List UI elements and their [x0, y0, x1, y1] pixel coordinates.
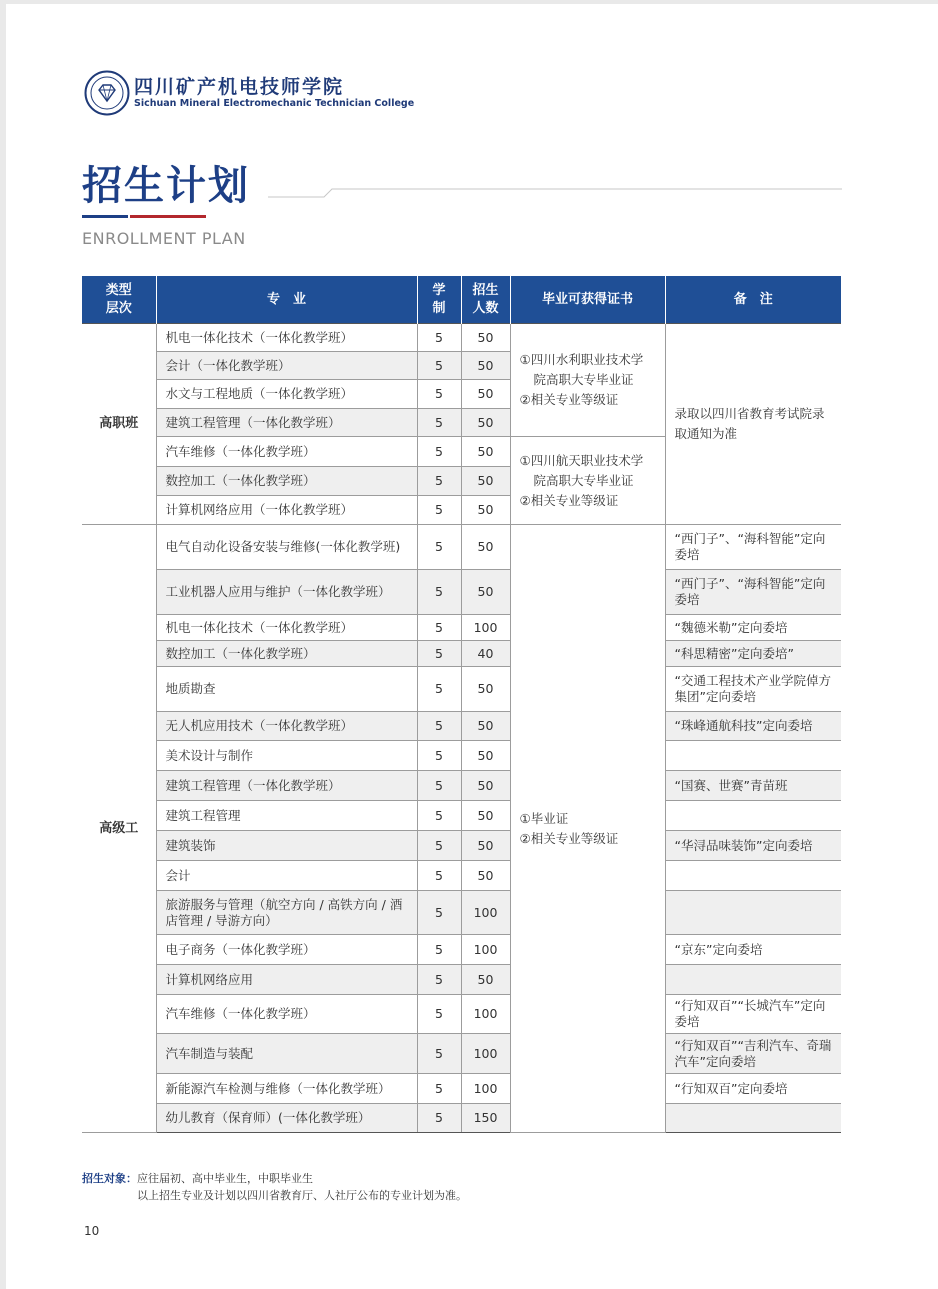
- remark-cell: [665, 741, 841, 771]
- major-cell: 机电一体化技术（一体化教学班）: [156, 615, 417, 641]
- major-cell: 建筑装饰: [156, 831, 417, 861]
- years-cell: 5: [417, 667, 461, 712]
- major-cell: 建筑工程管理: [156, 801, 417, 831]
- years-cell: 5: [417, 935, 461, 965]
- years-cell: 5: [417, 965, 461, 995]
- table-row: [82, 641, 841, 667]
- table-row: [82, 965, 841, 995]
- quota-cell: 50: [461, 771, 510, 801]
- years-cell: 5: [417, 1074, 461, 1104]
- table-row: [82, 831, 841, 861]
- years-cell: 5: [417, 570, 461, 615]
- page-edge-top: [0, 0, 938, 4]
- remark-cell: “西门子”、“海科智能”定向委培: [665, 525, 841, 570]
- quota-cell: 50: [461, 801, 510, 831]
- table-row: [82, 615, 841, 641]
- college-logo: [84, 68, 415, 116]
- years-cell: 5: [417, 352, 461, 380]
- page-number: 10: [84, 1224, 100, 1238]
- table-row: [82, 1034, 841, 1074]
- quota-cell: 50: [461, 496, 510, 525]
- quota-cell: 100: [461, 1034, 510, 1074]
- quota-cell: 50: [461, 467, 510, 496]
- years-cell: 5: [417, 741, 461, 771]
- enrollment-table: [82, 276, 841, 1133]
- major-cell: 汽车维修（一体化教学班）: [156, 995, 417, 1034]
- page-title: 招生计划: [82, 163, 250, 209]
- years-cell: 5: [417, 467, 461, 496]
- table-row: [82, 801, 841, 831]
- header-level: 类型层次: [82, 276, 156, 324]
- table-row: [82, 570, 841, 615]
- college-name-en: Sichuan Mineral Electromechanic Technician College: [134, 98, 415, 109]
- major-cell: 地质勘查: [156, 667, 417, 712]
- remark-cell: “行知双百”“吉利汽车、奇瑞汽车”定向委培: [665, 1034, 841, 1074]
- remark-cell: [665, 1104, 841, 1133]
- quota-cell: 50: [461, 380, 510, 409]
- years-cell: 5: [417, 861, 461, 891]
- table-header-row: [82, 276, 841, 324]
- quota-cell: 100: [461, 935, 510, 965]
- remark-cell: “京东”定向委培: [665, 935, 841, 965]
- quota-cell: 40: [461, 641, 510, 667]
- level-cell-gaozhi: 高职班: [82, 324, 156, 525]
- table-row: [82, 995, 841, 1034]
- quota-cell: 100: [461, 1074, 510, 1104]
- table-row: [82, 667, 841, 712]
- years-cell: 5: [417, 380, 461, 409]
- years-cell: 5: [417, 525, 461, 570]
- table-row: [82, 324, 841, 352]
- major-cell: 机电一体化技术（一体化教学班）: [156, 324, 417, 352]
- certificate-cell: ①四川水利职业技术学 院高职大专毕业证 ②相关专业等级证: [510, 324, 665, 437]
- major-cell: 汽车制造与装配: [156, 1034, 417, 1074]
- years-cell: 5: [417, 995, 461, 1034]
- major-cell: 计算机网络应用: [156, 965, 417, 995]
- remark-cell: “交通工程技术产业学院倬方集团”定向委培: [665, 667, 841, 712]
- title-underline-blue: [82, 215, 128, 218]
- years-cell: 5: [417, 437, 461, 467]
- remark-cell: “国赛、世赛”青苗班: [665, 771, 841, 801]
- level-cell-gaoji: 高级工: [82, 525, 156, 1133]
- major-cell: 建筑工程管理（一体化教学班）: [156, 771, 417, 801]
- table-row: [82, 712, 841, 741]
- major-cell: 汽车维修（一体化教学班）: [156, 437, 417, 467]
- major-cell: 电子商务（一体化教学班）: [156, 935, 417, 965]
- years-cell: 5: [417, 409, 461, 437]
- major-cell: 无人机应用技术（一体化教学班）: [156, 712, 417, 741]
- years-cell: 5: [417, 831, 461, 861]
- header-major: 专 业: [156, 276, 417, 324]
- remark-cell: “珠峰通航科技”定向委培: [665, 712, 841, 741]
- remark-cell: “行知双百”“长城汽车”定向委培: [665, 995, 841, 1034]
- header-quota: 招生人数: [461, 276, 510, 324]
- years-cell: 5: [417, 1034, 461, 1074]
- footnote-line2: 以上招生专业及计划以四川省教育厅、人社厅公布的专业计划为准。: [137, 1189, 467, 1202]
- header-certificate: 毕业可获得证书: [510, 276, 665, 324]
- years-cell: 5: [417, 712, 461, 741]
- footnote-label: 招生对象：: [82, 1172, 137, 1185]
- header-years: 学制: [417, 276, 461, 324]
- quota-cell: 50: [461, 831, 510, 861]
- quota-cell: 100: [461, 615, 510, 641]
- remark-cell: [665, 861, 841, 891]
- years-cell: 5: [417, 891, 461, 935]
- header-remark: 备 注: [665, 276, 841, 324]
- remark-cell: “华浔品味装饰”定向委培: [665, 831, 841, 861]
- quota-cell: 50: [461, 324, 510, 352]
- quota-cell: 50: [461, 712, 510, 741]
- years-cell: 5: [417, 641, 461, 667]
- major-cell: 计算机网络应用（一体化教学班）: [156, 496, 417, 525]
- major-cell: 新能源汽车检测与维修（一体化教学班）: [156, 1074, 417, 1104]
- table-row: [82, 1104, 841, 1133]
- years-cell: 5: [417, 801, 461, 831]
- table-row: [82, 741, 841, 771]
- page-subtitle: ENROLLMENT PLAN: [82, 229, 246, 248]
- years-cell: 5: [417, 1104, 461, 1133]
- major-cell: 幼儿教育（保育师）(一体化教学班）: [156, 1104, 417, 1133]
- quota-cell: 100: [461, 995, 510, 1034]
- quota-cell: 50: [461, 667, 510, 712]
- years-cell: 5: [417, 771, 461, 801]
- major-cell: 电气自动化设备安装与维修(一体化教学班): [156, 525, 417, 570]
- table-row: [82, 771, 841, 801]
- quota-cell: 50: [461, 437, 510, 467]
- school-seal-icon: [84, 70, 130, 116]
- certificate-cell: ①毕业证 ②相关专业等级证: [510, 525, 665, 1133]
- major-cell: 建筑工程管理（一体化教学班）: [156, 409, 417, 437]
- title-divider-line: [268, 188, 842, 198]
- page-edge: [0, 0, 6, 1289]
- remark-cell: “科思精密”定向委培”: [665, 641, 841, 667]
- quota-cell: 50: [461, 409, 510, 437]
- table-row: [82, 525, 841, 570]
- years-cell: 5: [417, 324, 461, 352]
- table-row: [82, 891, 841, 935]
- major-cell: 美术设计与制作: [156, 741, 417, 771]
- remark-cell: [665, 891, 841, 935]
- table-row: [82, 1074, 841, 1104]
- quota-cell: 100: [461, 891, 510, 935]
- title-underline-red: [130, 215, 206, 218]
- years-cell: 5: [417, 496, 461, 525]
- major-cell: 工业机器人应用与维护（一体化教学班）: [156, 570, 417, 615]
- years-cell: 5: [417, 615, 461, 641]
- certificate-cell: ①四川航天职业技术学 院高职大专毕业证 ②相关专业等级证: [510, 437, 665, 525]
- major-cell: 数控加工（一体化教学班）: [156, 641, 417, 667]
- quota-cell: 50: [461, 965, 510, 995]
- quota-cell: 50: [461, 352, 510, 380]
- major-cell: 旅游服务与管理（航空方向 / 高铁方向 / 酒店管理 / 导游方向）: [156, 891, 417, 935]
- quota-cell: 50: [461, 861, 510, 891]
- quota-cell: 50: [461, 570, 510, 615]
- remark-cell: “西门子”、“海科智能”定向委培: [665, 570, 841, 615]
- quota-cell: 50: [461, 741, 510, 771]
- enrollment-footnote: [82, 1170, 467, 1204]
- college-name-cn: 四川矿产机电技师学院: [134, 76, 345, 98]
- quota-cell: 150: [461, 1104, 510, 1133]
- remark-cell: [665, 965, 841, 995]
- major-cell: 会计（一体化教学班）: [156, 352, 417, 380]
- table-row: [82, 861, 841, 891]
- major-cell: 数控加工（一体化教学班）: [156, 467, 417, 496]
- remark-cell: [665, 801, 841, 831]
- major-cell: 会计: [156, 861, 417, 891]
- footnote-line1: 应往届初、高中毕业生，中职毕业生: [137, 1172, 313, 1185]
- quota-cell: 50: [461, 525, 510, 570]
- major-cell: 水文与工程地质（一体化教学班）: [156, 380, 417, 409]
- remark-cell: 录取以四川省教育考试院录取通知为准: [665, 324, 841, 525]
- remark-cell: “行知双百”定向委培: [665, 1074, 841, 1104]
- remark-cell: “魏德米勒”定向委培: [665, 615, 841, 641]
- table-row: [82, 935, 841, 965]
